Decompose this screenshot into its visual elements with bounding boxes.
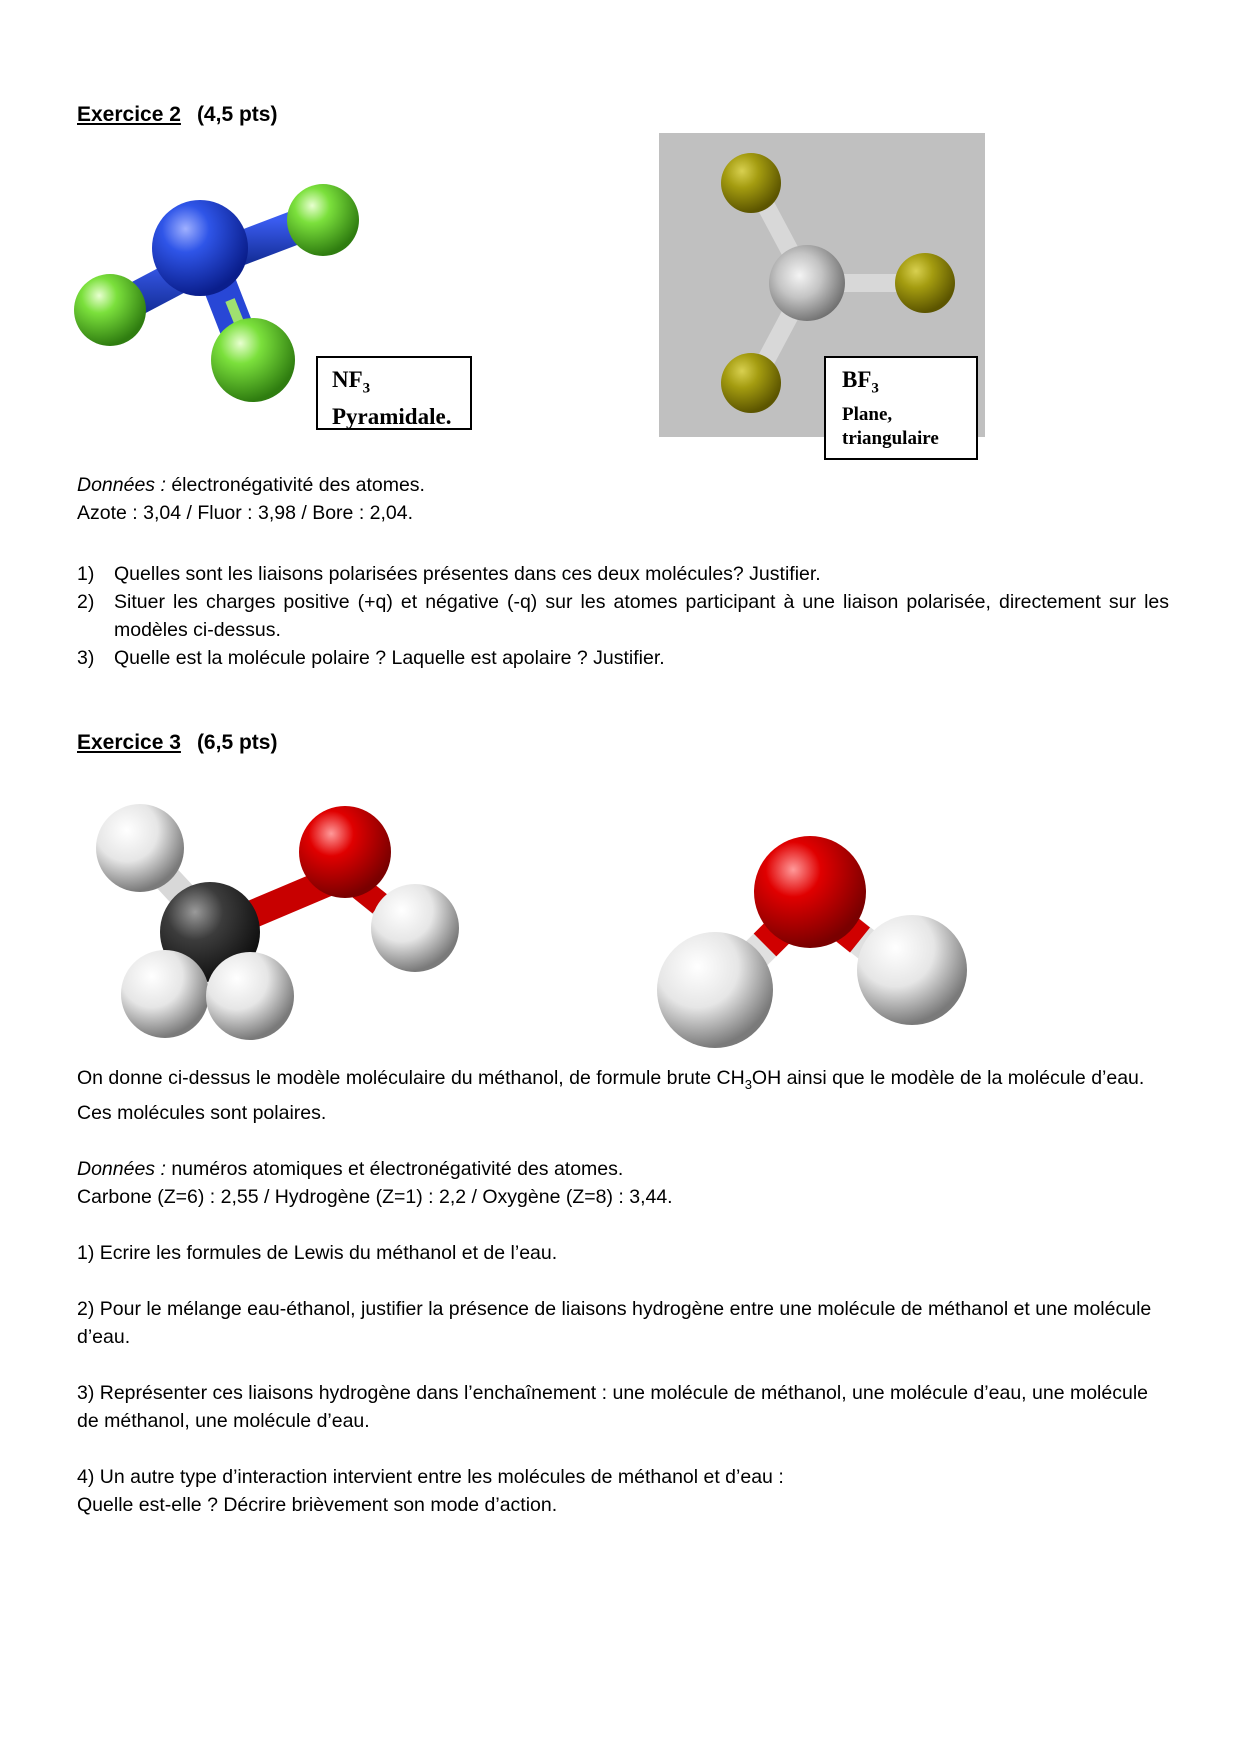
exercise-2-questions xyxy=(77,560,1169,672)
bf3-formula-subscript: 3 xyxy=(871,380,879,397)
nitrogen-atom xyxy=(152,200,248,296)
question-item: 3) Quelle est la molécule polaire ? Laquelle est apolaire ? Justifier. xyxy=(77,647,665,669)
fluorine-atom xyxy=(721,353,781,413)
exercise-3-body xyxy=(77,1064,1169,1519)
question-1: 1) Ecrire les formules de Lewis du méthanol et de l’eau. xyxy=(77,1241,558,1264)
exercise-2-points: (4,5 pts) xyxy=(196,103,278,126)
hydrogen-atom xyxy=(657,932,773,1048)
hydrogen-atom xyxy=(857,915,967,1025)
question-4: 4) Un autre type d’interaction intervient entre les molécules de méthanol et d’eau : xyxy=(77,1465,784,1488)
fluorine-atom xyxy=(721,153,781,213)
boron-atom xyxy=(769,245,845,321)
oxygen-atom xyxy=(299,806,391,898)
question-item: 1) Quelles sont les liaisons polarisées présentes dans ces deux molécules? Justifier. xyxy=(77,563,821,585)
fluorine-atom xyxy=(74,274,146,346)
exercise-2-title: Exercice 2 xyxy=(77,103,181,126)
bf3-formula: BF xyxy=(842,367,872,392)
bf3-label-box xyxy=(824,356,978,460)
nf3-formula: NF xyxy=(332,367,363,392)
electronegativity-values: Azote : 3,04 / Fluor : 3,98 / Bore : 2,04. xyxy=(77,502,414,524)
exercise-3-heading xyxy=(77,731,277,755)
data-description: numéros atomiques et électronégativité des atomes. xyxy=(165,1157,624,1180)
electronegativity-values: Carbone (Z=6) : 2,55 / Hydrogène (Z=1) : 2,2 / Oxygène (Z=8) : 3,44. xyxy=(77,1185,673,1208)
bf3-geometry-line2: triangulaire xyxy=(842,427,939,449)
data-label: Données : xyxy=(77,474,166,496)
fluorine-atom xyxy=(287,184,359,256)
data-description: électronégativité des atomes. xyxy=(165,474,425,496)
water-molecule-model xyxy=(650,830,980,1060)
nf3-geometry: Pyramidale. xyxy=(332,403,452,429)
exercise-2-data xyxy=(77,471,1177,527)
exercise-3-title: Exercice 3 xyxy=(77,731,181,754)
exercise-3-points: (6,5 pts) xyxy=(196,731,278,754)
nf3-label-box xyxy=(316,356,472,430)
question-3: 3) Représenter ces liaisons hydrogène dans l’enchaînement : une molécule de méthanol, une molécule d’eau, une molécule de méthanol, une molécule d’eau. xyxy=(77,1381,1148,1432)
fluorine-atom xyxy=(211,318,295,402)
bf3-geometry-line1: Plane, xyxy=(842,403,893,425)
question-item: 2) Situer les charges positive (+q) et négative (-q) sur les atomes participant à une liaison polarisée, directement sur les modèles ci-dessus. xyxy=(77,591,1169,641)
oxygen-atom xyxy=(754,836,866,948)
exercise-3-intro: On donne ci-dessus le modèle moléculaire du méthanol, de formule brute $CH_3OH$ ainsi que le modèle de la molécule d’eau. Ces molécules sont polaires. xyxy=(77,1067,1145,1124)
nf3-formula-subscript: 3 xyxy=(362,380,371,397)
question-4-followup: Quelle est-elle ? Décrire brièvement son mode d’action. xyxy=(77,1493,558,1516)
methanol-molecule-model xyxy=(90,800,470,1050)
exercise-3-data xyxy=(77,1155,1169,1183)
hydrogen-atom xyxy=(96,804,184,892)
data-label: Données : xyxy=(77,1157,166,1180)
fluorine-atom xyxy=(895,253,955,313)
hydrogen-atom xyxy=(206,952,294,1040)
question-2: 2) Pour le mélange eau-éthanol, justifier la présence de liaisons hydrogène entre une molécule de méthanol et une molécule d’eau. xyxy=(77,1297,1152,1348)
hydrogen-atom xyxy=(121,950,209,1038)
exercise-2-heading xyxy=(77,103,277,127)
hydrogen-atom xyxy=(371,884,459,972)
